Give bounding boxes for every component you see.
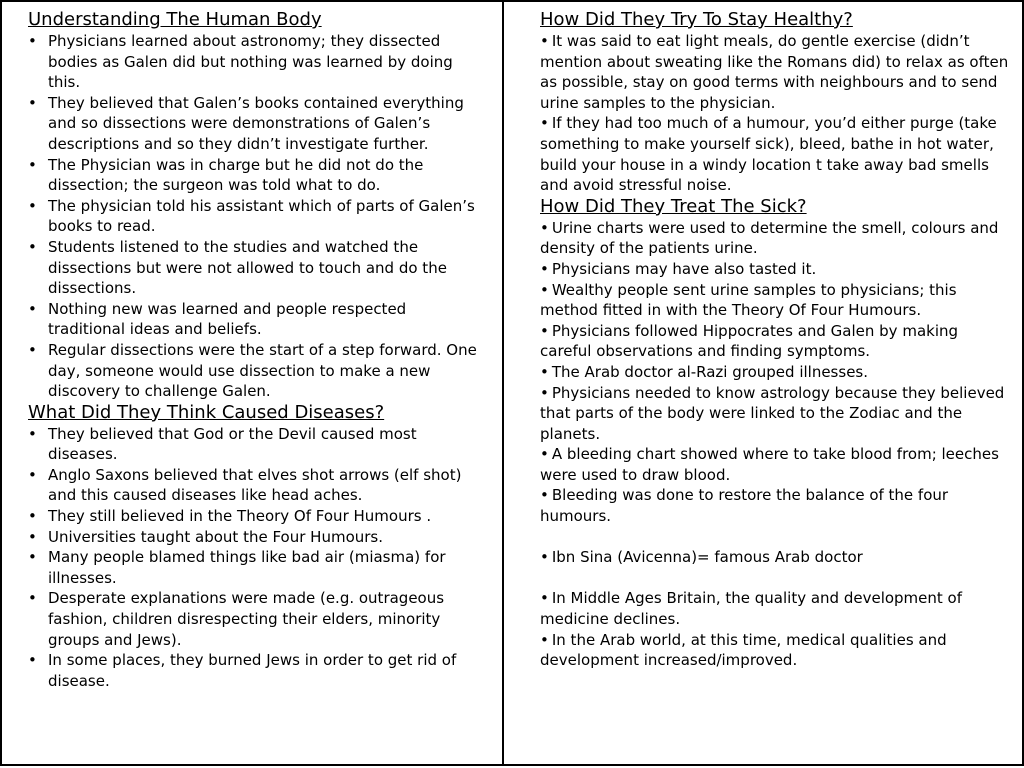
list-item (540, 630, 1012, 671)
list-item: • Desperate explanations were made (e.g. outrageous fashion, children disrespecting their elders, minority groups and Jews). (28, 588, 482, 650)
bullet-icon: • (540, 114, 549, 133)
list-item: • Universities taught about the Four Humours. (28, 527, 482, 548)
list-item (540, 383, 1012, 445)
list-item-text: Ibn Sina (Avicenna)= famous Arab doctor (551, 548, 863, 567)
list-item: • Nothing new was learned and people respected traditional ideas and beliefs. (28, 299, 482, 340)
list-item: • Students listened to the studies and watched the dissections but were not allowed to touch and do the dissections. (28, 237, 482, 299)
list-item: • Anglo Saxons believed that elves shot arrows (elf shot) and this caused diseases like head aches. (28, 465, 482, 506)
list-item-text: Bleeding was done to restore the balance of the four humours. (540, 486, 949, 526)
section-title-human-body: Understanding The Human Body (28, 9, 322, 30)
list-item (540, 362, 1012, 383)
list-item (540, 31, 1012, 113)
section-title-stay-healthy: How Did They Try To Stay Healthy? (540, 9, 853, 30)
list-item-text: The Arab doctor al-Razi grouped illnesses. (551, 362, 869, 381)
list-item-text: Wealthy people sent urine samples to physicians; this method fitted in with the Theory Of Four Humours. (540, 280, 957, 320)
list-item-text: Physicians needed to know astrology because they believed that parts of the body were linked to the Zodiac and the planets. (540, 383, 1005, 443)
list-item: • Many people blamed things like bad air (miasma) for illnesses. (28, 547, 482, 588)
list-item-text: If they had too much of a humour, you’d either purge (take something to make yourself sick), bleed, bathe in hot water, build your house in a windy location t take away bad smells and avoid stressful noise. (540, 114, 997, 195)
list-item (540, 259, 1012, 280)
list-item: • Regular dissections were the start of a step forward. One day, someone would use dissection to make a new discovery to challenge Galen. (28, 340, 482, 402)
section-title-causes: What Did They Think Caused Diseases? (28, 401, 385, 423)
bullet-icon: • (540, 321, 549, 340)
list-item: • Physicians learned about astronomy; they dissected bodies as Galen did but nothing was learned by doing this. (28, 31, 482, 93)
section-title-treat-sick: How Did They Treat The Sick? (540, 195, 807, 217)
bullet-icon: • (540, 259, 549, 278)
list-item-text: In Middle Ages Britain, the quality and development of medicine declines. (540, 589, 963, 629)
treat-sick-list (540, 218, 1012, 671)
causes-list (28, 424, 482, 692)
list-item-text: In the Arab world, at this time, medical qualities and development increased/improved. (540, 630, 947, 670)
left-panel (0, 0, 504, 766)
list-item: • The physician told his assistant which of parts of Galen’s books to read. (28, 196, 482, 237)
bullet-icon: • (540, 218, 549, 237)
list-item-text: Physicians may have also tasted it. (551, 259, 817, 278)
bullet-icon: • (540, 486, 549, 505)
list-item: • In some places, they burned Jews in order to get rid of disease. (28, 650, 482, 691)
stay-healthy-list (540, 31, 1012, 196)
list-item (540, 588, 1012, 629)
list-item: • They believed that Galen’s books contained everything and so dissections were demonstrations of Galen’s descriptions and so they didn’t investigate further. (28, 93, 482, 155)
bullet-icon: • (540, 383, 549, 402)
bullet-icon: • (540, 589, 549, 608)
bullet-icon: • (540, 362, 549, 381)
bullet-icon: • (540, 280, 549, 299)
list-item-text: Physicians followed Hippocrates and Galen by making careful observations and finding symptoms. (540, 321, 959, 361)
spacer (540, 527, 1012, 548)
list-item (540, 547, 1012, 568)
list-item: • The Physician was in charge but he did not do the dissection; the surgeon was told what to do. (28, 155, 482, 196)
human-body-list (28, 31, 482, 402)
list-item: • They believed that God or the Devil caused most diseases. (28, 424, 482, 465)
spacer (540, 568, 1012, 589)
bullet-icon: • (540, 548, 549, 567)
list-item (540, 321, 1012, 362)
list-item (540, 444, 1012, 485)
list-item-text: It was said to eat light meals, do gentle exercise (didn’t mention about sweating like the Romans did) to relax as often as possible, stay on good terms with neighbours and to send urine samples to the physician. (540, 32, 1009, 112)
bullet-icon: • (540, 32, 549, 50)
right-panel (502, 0, 1024, 766)
list-item (540, 280, 1012, 321)
list-item (540, 485, 1012, 526)
list-item-text: A bleeding chart showed where to take blood from; leeches were used to draw blood. (540, 445, 999, 484)
list-item: • They still believed in the Theory Of Four Humours . (28, 506, 482, 527)
bullet-icon: • (540, 630, 549, 649)
list-item (540, 218, 1012, 259)
bullet-icon: • (540, 445, 549, 464)
list-item-text: Urine charts were used to determine the smell, colours and density of the patients urine. (540, 218, 999, 258)
list-item (540, 113, 1012, 195)
